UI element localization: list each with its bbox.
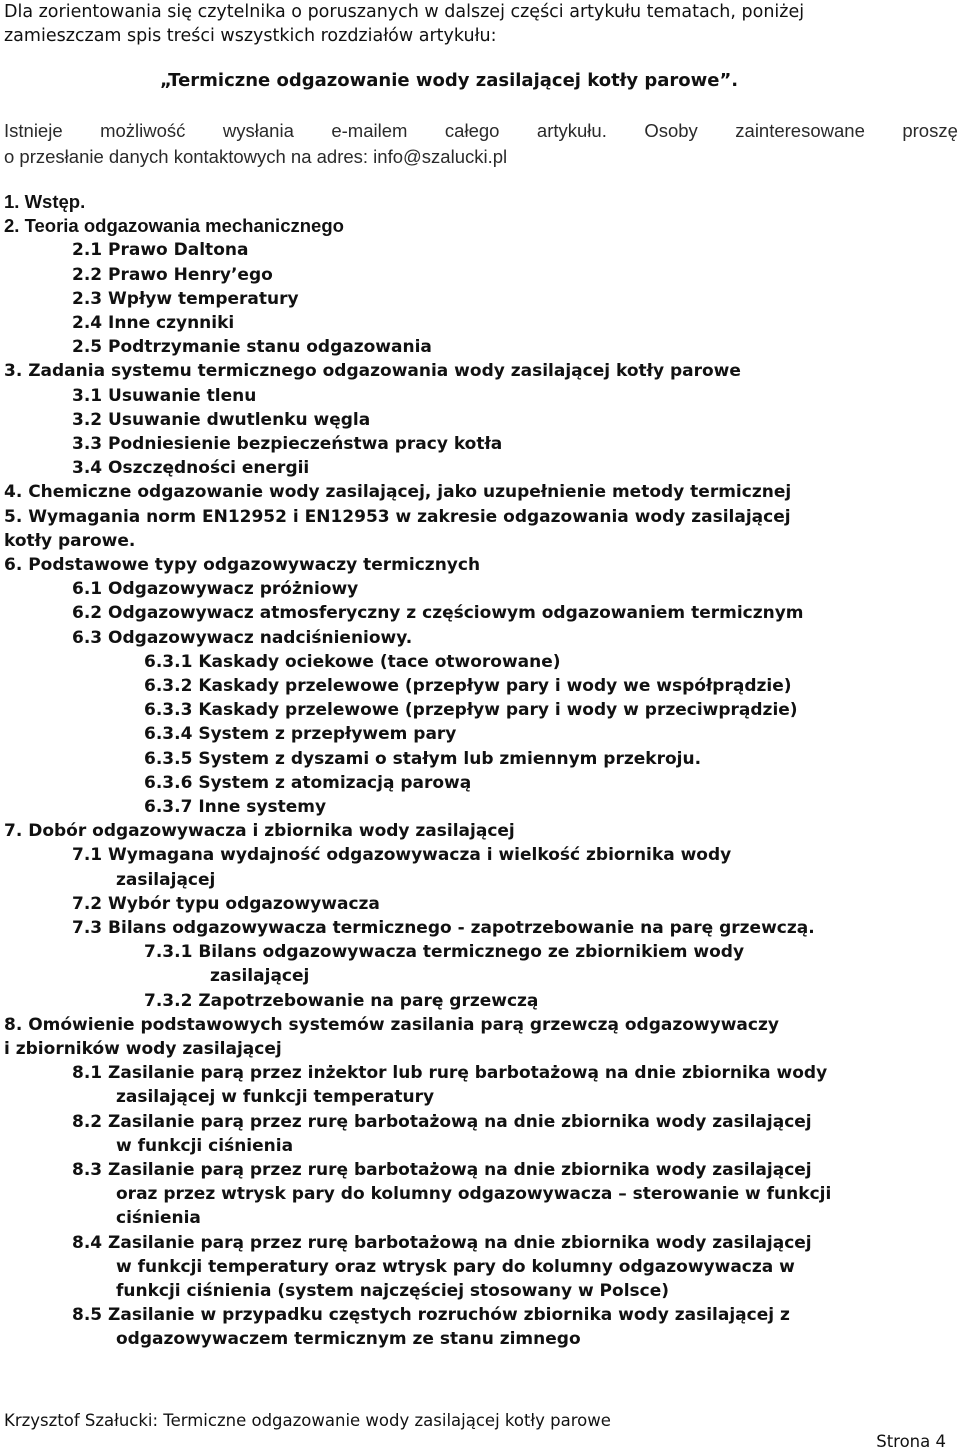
toc-entry: 2.3 Wpływ temperatury [72,289,299,309]
toc-entry: 2.5 Podtrzymanie stanu odgazowania [72,337,432,357]
toc-entry: 8.5 Zasilanie w przypadku częstych rozruchów zbiornika wody zasilającej z [72,1305,790,1325]
toc-entry: 2.2 Prawo Henry’ego [72,265,273,285]
toc-entry: 2.4 Inne czynniki [72,313,235,333]
toc-entry: 3. Zadania systemu termicznego odgazowania wody zasilającej kotły parowe [4,361,741,381]
article-title: „Termiczne odgazowanie wody zasilającej kotły parowe”. [160,70,739,91]
toc-entry: 7.3.2 Zapotrzebowanie na parę grzewczą [144,991,539,1011]
toc-entry: 6.3.1 Kaskady ociekowe (tace otworowane) [144,652,561,672]
intro-paragraph [4,0,956,48]
toc-entry-continuation: oraz przez wtrysk pary do kolumny odgazowywacza – sterowanie w funkcji [116,1184,832,1204]
toc-entry: 8.4 Zasilanie parą przez rurę barbotażową na dnie zbiornika wody zasilającej [72,1233,812,1253]
toc-entry: 6.3 Odgazowywacz nadciśnieniowy. [72,628,413,648]
footer-page-number: Strona 4 [876,1432,946,1451]
note-word: Osoby [644,120,698,141]
toc-entry-continuation: odgazowywaczem termicznym ze stanu zimnego [116,1329,581,1349]
note-word: proszę [902,120,958,141]
email-note-line-1 [4,118,958,144]
toc-entry-continuation: ciśnienia [116,1208,201,1228]
toc-entry: 8.2 Zasilanie parą przez rurę barbotażową na dnie zbiornika wody zasilającej [72,1112,812,1132]
toc-entry: 6.3.2 Kaskady przelewowe (przepływ pary i wody we współprądzie) [144,676,792,696]
toc-entry: 6.3.3 Kaskady przelewowe (przepływ pary i wody w przeciwprądzie) [144,700,798,720]
toc-entry: 2. Teoria odgazowania mechanicznego [4,215,344,236]
toc-entry-continuation: kotły parowe. [4,531,136,551]
toc-entry: 6.3.5 System z dyszami o stałym lub zmiennym przekroju. [144,749,702,769]
toc-entry: 3.4 Oszczędności energii [72,458,310,478]
toc-entry: 4. Chemiczne odgazowanie wody zasilającej, jako uzupełnienie metody termicznej [4,482,792,502]
footer-author: Krzysztof Szałucki: Termiczne odgazowanie wody zasilającej kotły parowe [4,1411,611,1430]
toc-entry: 7. Dobór odgazowywacza i zbiornika wody zasilającej [4,821,515,841]
toc-entry-continuation: zasilającej [210,966,310,986]
note-word: e-mailem [331,120,408,141]
note-word: wysłania [222,120,294,141]
toc-entry: 3.1 Usuwanie tlenu [72,386,257,406]
toc-entry: 8.3 Zasilanie parą przez rurę barbotażową na dnie zbiornika wody zasilającej [72,1160,812,1180]
toc-entry: 7.3.1 Bilans odgazowywacza termicznego ze zbiornikiem wody [144,942,745,962]
note-word: zainteresowane [735,120,865,141]
toc-entry-continuation: i zbiorników wody zasilającej [4,1039,282,1059]
toc-entry: 8. Omówienie podstawowych systemów zasilania parą grzewczą odgazowywaczy [4,1015,779,1035]
toc-entry: 3.2 Usuwanie dwutlenku węgla [72,410,371,430]
toc-entry: 7.1 Wymagana wydajność odgazowywacza i wielkość zbiornika wody [72,845,732,865]
note-word: możliwość [100,120,186,141]
toc-entry: 7.2 Wybór typu odgazowywacza [72,894,380,914]
toc-entry-continuation: zasilającej w funkcji temperatury [116,1087,435,1107]
toc-entry: 6.1 Odgazowywacz próżniowy [72,579,359,599]
toc-entry: 6.3.7 Inne systemy [144,797,327,817]
toc-entry: 3.3 Podniesienie bezpieczeństwa pracy kotła [72,434,503,454]
toc-entry: 6.3.4 System z przepływem pary [144,724,457,744]
toc-entry: 6.2 Odgazowywacz atmosferyczny z częściowym odgazowaniem termicznym [72,603,804,623]
note-word: Istnieje [4,120,63,141]
intro-line-1: Dla zorientowania się czytelnika o poruszanych w dalszej części artykułu tematach, poniżej [4,2,805,22]
toc-entry: 5. Wymagania norm EN12952 i EN12953 w zakresie odgazowania wody zasilającej [4,507,791,527]
toc-entry-continuation: w funkcji temperatury oraz wtrysk pary do kolumny odgazowywacza w [116,1257,795,1277]
intro-line-2: zamieszczam spis treści wszystkich rozdziałów artykułu: [4,26,497,46]
toc-entry: 6. Podstawowe typy odgazowywaczy termicznych [4,555,481,575]
toc-entry: 8.1 Zasilanie parą przez inżektor lub rurę barbotażową na dnie zbiornika wody [72,1063,828,1083]
toc-entry-continuation: zasilającej [116,870,216,890]
email-note [4,118,958,170]
toc-entry: 6.3.6 System z atomizacją parową [144,773,472,793]
toc-entry: 7.3 Bilans odgazowywacza termicznego - zapotrzebowanie na parę grzewczą. [72,918,815,938]
note-word: całego [444,120,500,141]
toc-entry-continuation: w funkcji ciśnienia [116,1136,294,1156]
toc-entry-continuation: funkcji ciśnienia (system najczęściej stosowany w Polsce) [116,1281,670,1301]
email-note-line-2: o przesłanie danych kontaktowych na adres: info@szalucki.pl [4,146,508,167]
toc-entry: 1. Wstęp. [4,191,86,212]
toc-entry: 2.1 Prawo Daltona [72,240,249,260]
note-word: artykułu. [536,120,607,141]
